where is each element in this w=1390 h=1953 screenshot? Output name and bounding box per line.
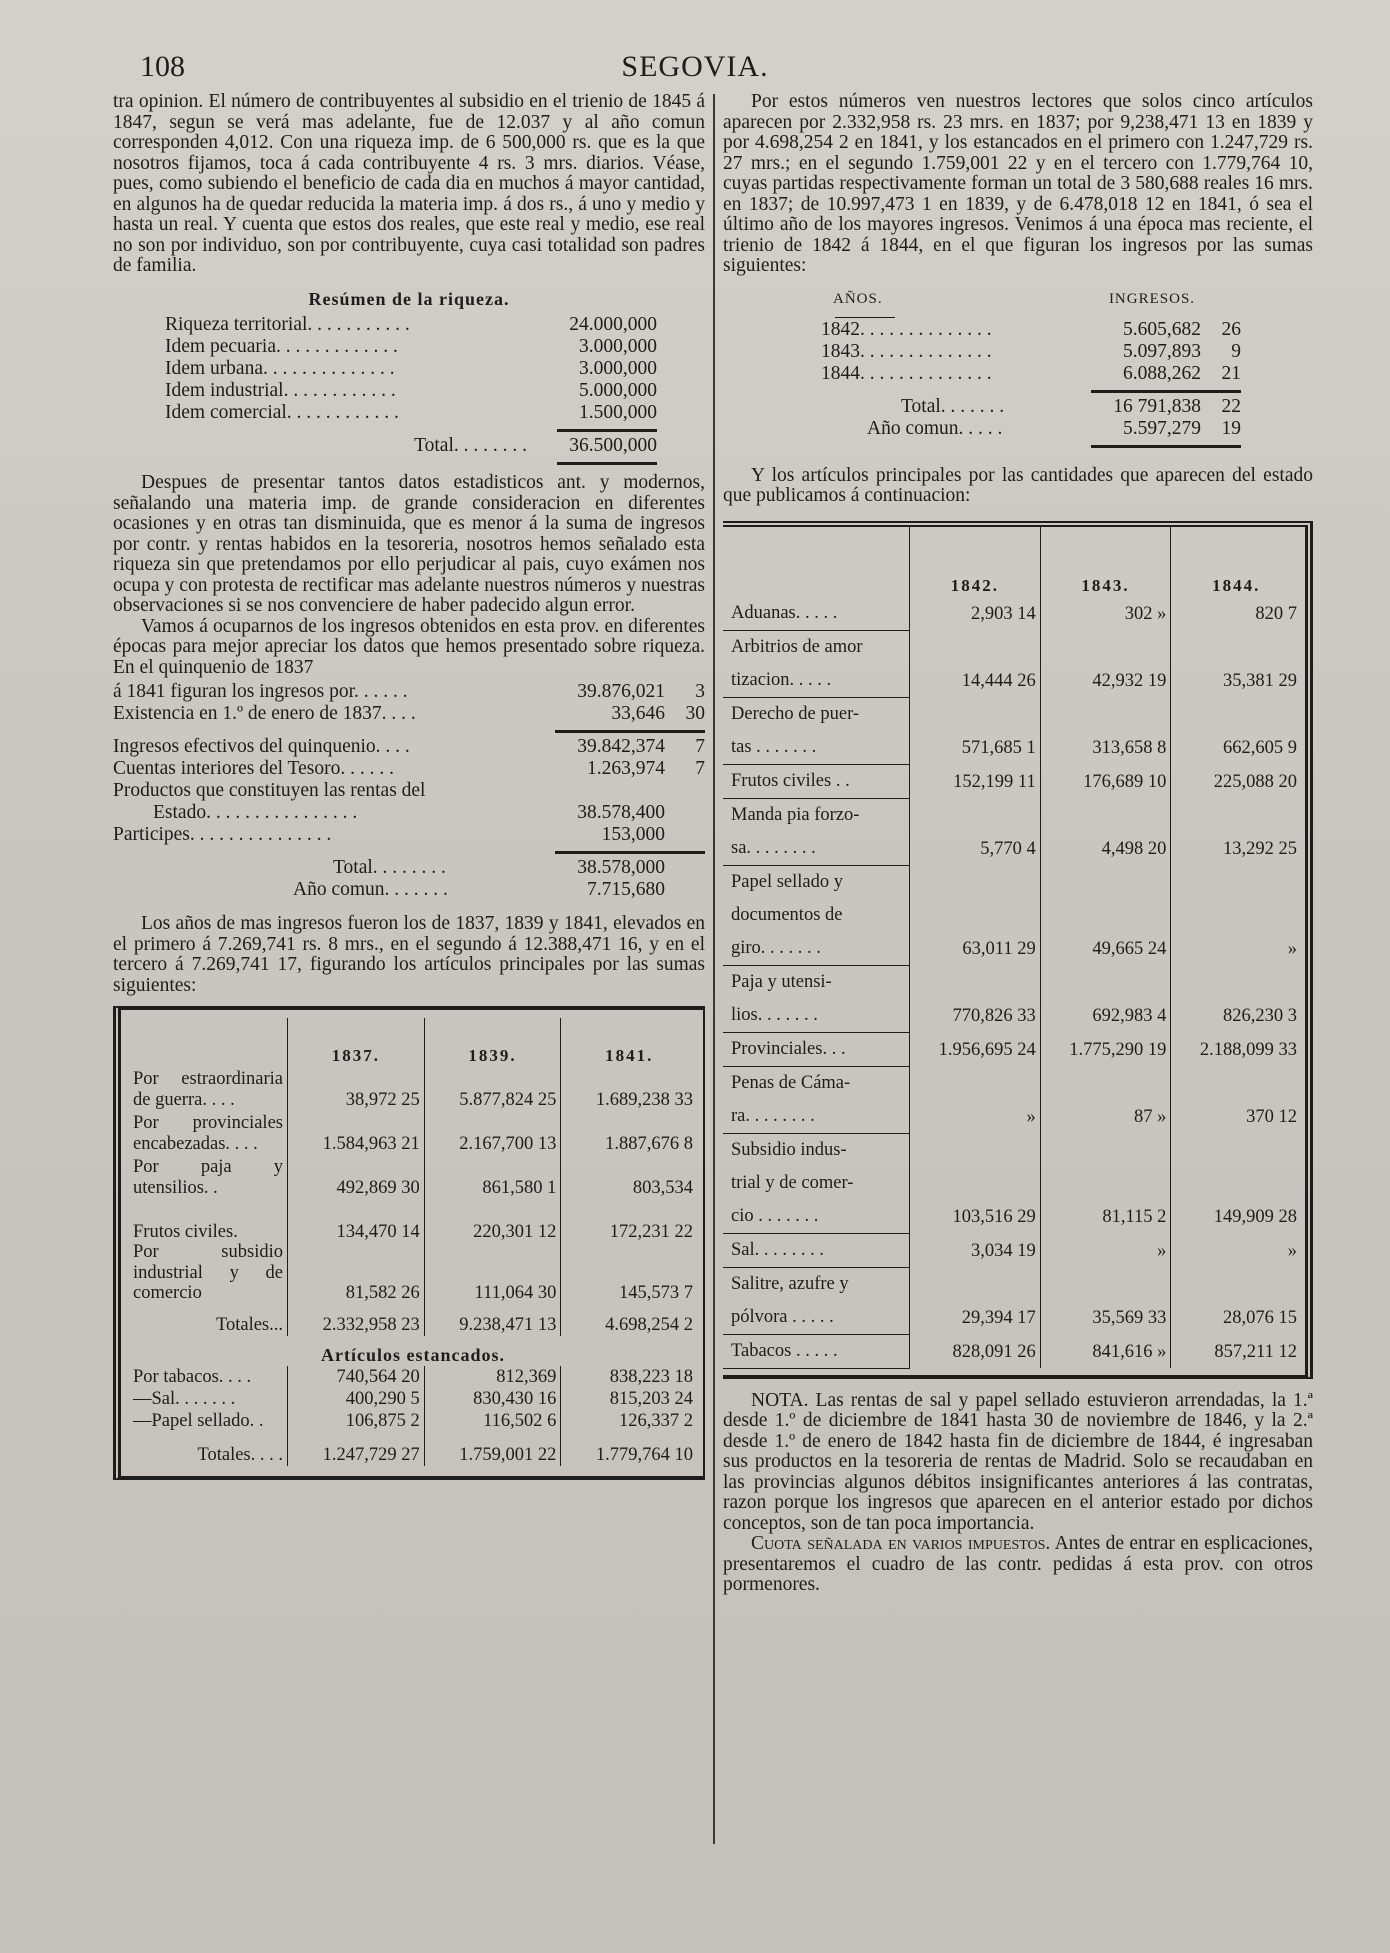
ledger-row: [165, 315, 657, 337]
cell-value: 2.167,700 13: [424, 1110, 561, 1154]
ledger-label: á 1841 figuran los ingresos por. . . . . .: [113, 682, 408, 702]
ledger-value: 6.088,262: [1123, 362, 1201, 384]
ledger-total-row: [165, 436, 657, 458]
ledger-mrs: 3: [695, 681, 705, 702]
cell-value: 176,689 10: [1040, 764, 1171, 798]
col-header: INGRESOS.: [1108, 290, 1196, 307]
row-label: [723, 1032, 910, 1066]
row-label: —Sal. . . . . . .: [133, 1389, 236, 1409]
row-label: [723, 1233, 910, 1267]
ledger-label: Total. . . . . . . .: [333, 858, 446, 878]
cell-value: 49,665 24: [1040, 865, 1171, 965]
running-title: SEGOVIA.: [621, 50, 769, 83]
table-row: [723, 597, 1301, 631]
ledger-row: [113, 825, 705, 847]
year-header: 1839.: [424, 1018, 561, 1066]
cell-value: 81,115 2: [1040, 1133, 1171, 1233]
paragraph: [723, 1534, 1313, 1596]
row-label-line: Tabacos . . . . .: [731, 1340, 838, 1361]
paragraph: Vamos á ocuparnos de los ingresos obtenidos en esta prov. en diferentes épocas para mejor apreciar los datos que hemos presentado sobre riqueza. En el quinquenio de 1837: [113, 615, 705, 678]
ledger-value: 5.000,000: [579, 380, 657, 401]
section-heading: Resúmen de la riqueza.: [308, 288, 510, 309]
row-label: [723, 865, 910, 965]
cell-value: 225,088 20: [1171, 764, 1301, 798]
ledger-mrs: 7: [695, 758, 705, 779]
cell-value: 106,875 2: [288, 1410, 425, 1432]
row-label: [723, 697, 910, 764]
table-row: [723, 1133, 1301, 1233]
paragraph: Por estos números ven nuestros lectores que solos cinco artículos aparecen por 2.332,958 rs. 23 mrs. en 1837; por 9,238,471 13 en 1839 y por 4.698,254 2 en 1841, y los estancados en el primero con 1.247,729 rs. 27 mrs.; en el segundo 1.759,001 22 y en el tercero con 1.779,764 10, cuyas partidas respectivamente forman un total de 3 580,688 reales 16 mrs. en 1837; de 10.997,473 1 en 1839, y de 6.478,018 12 en 1841, ó sea el último año de los mayores ingresos. Venimos á una época mas reciente, el trienio de 1842 á 1844, en el que figuran los ingresos por las sumas siguientes:: [723, 91, 1313, 276]
row-label: —Papel sellado. .: [133, 1411, 264, 1431]
cell-value: 152,199 11: [910, 764, 1041, 798]
table-row: [129, 1366, 697, 1388]
row-label: Por estraordinaria de guerra. . . .: [133, 1069, 283, 1110]
row-label: [723, 798, 910, 865]
ledger-label: Idem pecuaria. . . . . . . . . . . . .: [165, 337, 398, 357]
table-row: [723, 1066, 1301, 1133]
ledger-value: 39.842,374: [577, 736, 665, 757]
cell-value: 828,091 26: [910, 1334, 1041, 1368]
ledger-value: 3.000,000: [579, 336, 657, 357]
row-label-line: Frutos civiles . .: [731, 770, 850, 791]
ledger-label: Ingresos efectivos del quinquenio. . . .: [113, 737, 410, 757]
rule: [557, 462, 657, 465]
ledger-value: 33,646: [611, 703, 665, 724]
ledger-value: 153,000: [601, 824, 665, 845]
row-label-line: Paja y utensi-: [731, 971, 832, 992]
table-totals-row: Totales... 2.332,958 23 9.238,471 13 4.698,254 2: [129, 1304, 697, 1336]
row-label: [723, 1334, 910, 1368]
row-label: [723, 965, 910, 1032]
table-1842-1844: [723, 521, 1313, 1379]
ledger-value: 38.578,000: [577, 857, 665, 878]
ledger-row: [113, 781, 705, 803]
cell-value: 13,292 25: [1171, 798, 1301, 865]
cell-value: 692,983 4: [1040, 965, 1171, 1032]
data-table: [129, 1018, 697, 1466]
cell-value: 662,605 9: [1171, 697, 1301, 764]
row-label-line: giro. . . . . . .: [731, 937, 821, 958]
cell-value: 87 »: [1040, 1066, 1171, 1133]
rule: [557, 429, 657, 432]
paragraph: Despues de presentar tantos datos estadisticos ant. y modernos, señalando una materia imp. de grande consideracion en diferentes ocasiones y en otras tan disminuida, que es menor á la suma de ingresos por contr. y rentas habidos en la tesoreria, nosotros hemos señalado esta riqueza sin que pretendamos por ello perjudicar al pais, cuyo exámen nos ocupa y con protesta de rectificar mas adelante nuestros números y nuestras observaciones si se nos convenciere de haber padecido algun error.: [113, 472, 705, 616]
table-row: [129, 1388, 697, 1410]
table-row: [723, 1233, 1301, 1267]
cell-value: 1.584,963 21: [288, 1110, 425, 1154]
year-header: 1842.: [910, 527, 1041, 597]
cell-value: 740,564 20: [288, 1366, 425, 1388]
cell-value: 2.188,099 33: [1171, 1032, 1301, 1066]
cell-value: 29,394 17: [910, 1267, 1041, 1334]
row-label: [723, 597, 910, 631]
ledger-value: 24.000,000: [569, 314, 657, 335]
ledger-label: Idem comercial. . . . . . . . . . . .: [165, 403, 399, 423]
cell-value: 172,231 22: [561, 1198, 697, 1242]
cell-value: 103,516 29: [910, 1133, 1041, 1233]
ledger-mrs: 21: [1221, 362, 1241, 384]
table-row: [129, 1410, 697, 1432]
row-label: Por tabacos. . . .: [133, 1367, 252, 1387]
cell-value: 1.887,676 8: [561, 1110, 697, 1154]
cell-value: 400,290 5: [288, 1388, 425, 1410]
data-table: [723, 527, 1301, 1369]
table-row: [723, 798, 1301, 865]
row-label-line: Arbitrios de amor: [731, 636, 863, 657]
row-label-line: Subsidio indus-: [731, 1139, 847, 1160]
ledger-value: 3.000,000: [579, 358, 657, 379]
cell-value: 81,582 26: [288, 1242, 425, 1304]
cell-value: 1.775,290 19: [1040, 1032, 1171, 1066]
ledger-label: Existencia en 1.º de enero de 1837. . . .: [113, 704, 416, 724]
cell-value: 571,685 1: [910, 697, 1041, 764]
cell-value: 116,502 6: [424, 1410, 561, 1432]
cell-value: 770,826 33: [910, 965, 1041, 1032]
table-row: [723, 965, 1301, 1032]
ledger-label: Productos que constituyen las rentas del: [113, 781, 426, 801]
cell-value: 5,770 4: [910, 798, 1041, 865]
year-header: 1844.: [1171, 527, 1301, 597]
ledger-value: 36.500,000: [569, 435, 657, 456]
ledger-label: Idem industrial. . . . . . . . . . . .: [165, 381, 396, 401]
row-label-line: Papel sellado y: [731, 871, 844, 892]
cell-value: 830,430 16: [424, 1388, 561, 1410]
cell-value: 111,064 30: [424, 1242, 561, 1304]
row-label-line: Penas de Cáma-: [731, 1072, 851, 1093]
cell-value: 4,498 20: [1040, 798, 1171, 865]
cell-value: 820 7: [1171, 597, 1301, 631]
row-label-line: lios. . . . . . .: [731, 1004, 818, 1025]
cell-value: 313,658 8: [1040, 697, 1171, 764]
riqueza-ledger: [113, 315, 705, 465]
cell-value: 126,337 2: [561, 1410, 697, 1432]
row-label: Por subsidio industrial y de comercio: [133, 1242, 283, 1303]
column-divider: [713, 94, 715, 1844]
ledger-row: [113, 759, 705, 781]
row-label: Por provinciales encabezadas. . . .: [133, 1113, 283, 1154]
row-label: Totales. . . .: [197, 1445, 283, 1465]
table-row: [723, 764, 1301, 798]
ledger-mrs: 7: [695, 736, 705, 757]
year-header: 1837.: [288, 1018, 425, 1066]
ledger-value: 1.263,974: [587, 758, 665, 779]
page-header: [0, 50, 1390, 90]
row-label: [723, 764, 910, 798]
paragraph: Los años de mas ingresos fueron los de 1837, 1839 y 1841, elevados en el primero á 7.269,741 rs. 8 mrs., en el segundo á 12.388,471 16, y en el tercero á 7.269,741 17, figurando los artículos principales por las sumas siguientes:: [113, 913, 705, 996]
table-1837-1841: [113, 1006, 705, 1480]
ledger-row: [821, 364, 1241, 386]
row-label-line: pólvora . . . . .: [731, 1306, 834, 1327]
cell-value: »: [1040, 1233, 1171, 1267]
cell-value: 149,909 28: [1171, 1133, 1301, 1233]
cell-value: 370 12: [1171, 1066, 1301, 1133]
rule: [555, 851, 705, 854]
row-label: Totales...: [215, 1315, 283, 1335]
year-header: 1841.: [561, 1018, 697, 1066]
row-label: Frutos civiles.: [133, 1221, 238, 1242]
cell-value: »: [910, 1066, 1041, 1133]
cell-value: 134,470 14: [288, 1198, 425, 1242]
cell-value: 302 »: [1040, 597, 1171, 631]
row-label-line: Provinciales. . .: [731, 1038, 846, 1059]
nota: NOTA. Las rentas de sal y papel sellado estuvieron arrendadas, la 1.ª desde 1.º de diciembre de 1841 hasta 30 de noviembre de 1846, y la 2.ª desde 1.º de enero de 1842 hasta fin de diciembre de 1844, é ingresaban sus productos en la tesoreria de rentas de Madrid. Solo se recaudaban en las provincias algunos débitos insignificantes anteriores á las contratas, razon porque los ingresos que aparecen en el anterior estado por dichos conceptos, son de tan poca importancia.: [723, 1389, 1313, 1534]
cell-value: 812,369: [424, 1366, 561, 1388]
ledger-row: [165, 359, 657, 381]
row-label: [723, 1066, 910, 1133]
cell-value: 826,230 3: [1171, 965, 1301, 1032]
cuota-text: Antes de entrar en esplicaciones, presentaremos el cuadro de las contr. pedidas á esta prov. con otros pormenores.: [723, 1533, 1313, 1595]
cell-value: »: [1171, 1233, 1301, 1267]
table-row: [723, 1334, 1301, 1368]
row-label-line: cio . . . . . . .: [731, 1205, 819, 1226]
table-row: [129, 1154, 697, 1198]
table-row: [129, 1198, 697, 1242]
row-label-line: Aduanas. . . . .: [731, 602, 838, 623]
ledger-label: 1843. . . . . . . . . . . . . .: [821, 341, 992, 362]
ledger-label: Total. . . . . . . .: [414, 436, 527, 456]
cell-value: 3,034 19: [910, 1233, 1041, 1267]
ledger-mrs: 9: [1231, 340, 1241, 362]
cell-value: 35,569 33: [1040, 1267, 1171, 1334]
ledger-row: [165, 381, 657, 403]
cell-value: 14,444 26: [910, 630, 1041, 697]
row-label: [723, 1267, 910, 1334]
rule: [555, 730, 705, 733]
row-label: [723, 1133, 910, 1233]
row-label-line: documentos de: [731, 904, 843, 925]
sub-heading: Artículos estancados.: [321, 1345, 505, 1365]
table-totals-row: Totales. . . . 1.247,729 27 1.759,001 22 1.779,764 10: [129, 1432, 697, 1466]
ledger-total-row: [113, 858, 705, 880]
ledger-row: [165, 403, 657, 425]
paragraph: Y los artículos principales por las cantidades que aparecen del estado que publicamos á continuacion:: [723, 464, 1313, 506]
cell-value: 5.877,824 25: [424, 1066, 561, 1110]
cell-value: 2,903 14: [910, 597, 1041, 631]
table-row: [723, 865, 1301, 965]
paragraph: tra opinion. El número de contribuyentes al subsidio en el trienio de 1845 á 1847, segun se verá mas adelante, fue de 12.037 y al año comun corresponden 4,012. Con una riqueza imp. de 6 500,000 rs. que es la que nosotros fijamos, toca á cada contribuyente 4 rs. 3 mrs. diarios. Véase, pues, como subiendo el beneficio de cada dia en muchos á mayor cantidad, en algunos ha de quedar reducida la materia imp. á dos rs., á uno y medio y hasta un real. Y cuenta que estos dos reales, que este real y medio, ese real no son por individuo, son por contribuyente, cuya casi totalidad son padres de familia.: [113, 91, 705, 276]
ledger-mrs: 26: [1221, 318, 1241, 340]
cell-value: 38,972 25: [288, 1066, 425, 1110]
ledger-label: 1844. . . . . . . . . . . . . .: [821, 363, 992, 384]
ledger-mrs: 30: [685, 703, 705, 724]
row-label-line: Sal. . . . . . . .: [731, 1239, 825, 1260]
cell-value: 841,616 »: [1040, 1334, 1171, 1368]
small-comun-row: Año comun. . . . . 5.597,279 19: [867, 417, 1241, 439]
ledger-value: 1.500,000: [579, 402, 657, 423]
year-header: 1843.: [1040, 527, 1171, 597]
small-table-header: [821, 289, 1241, 315]
ledger-value: 5.097,893: [1123, 340, 1201, 362]
left-column: [113, 92, 705, 1480]
row-label-line: sa. . . . . . . .: [731, 837, 816, 858]
ledger-label: Riqueza territorial. . . . . . . . . . .: [165, 315, 410, 335]
row-label-line: trial y de comer-: [731, 1172, 854, 1193]
ledger-value: 5.605,682: [1123, 318, 1201, 340]
row-label-line: tas . . . . . . .: [731, 736, 817, 757]
cell-value: 35,381 29: [1171, 630, 1301, 697]
ledger-label: Estado. . . . . . . . . . . . . . . .: [153, 803, 358, 823]
row-label-line: ra. . . . . . . .: [731, 1105, 815, 1126]
cuota-heading: Cuota señalada en varios impuestos.: [751, 1533, 1051, 1554]
ledger-row: [165, 337, 657, 359]
row-label-line: tizacion. . . . .: [731, 669, 832, 690]
ledger-value: 7.715,680: [587, 879, 665, 900]
cell-value: »: [1171, 865, 1301, 965]
table-row: [723, 630, 1301, 697]
row-label: [723, 630, 910, 697]
ledger-value: 39.876,021: [577, 681, 665, 702]
table-row: [129, 1242, 697, 1304]
ledger-row: [113, 803, 705, 825]
ledger-row: [821, 320, 1241, 342]
ledger-row: [821, 342, 1241, 364]
ledger-comun-row: [113, 880, 705, 902]
cell-value: 63,011 29: [910, 865, 1041, 965]
ingresos-ledger: [113, 682, 705, 902]
row-label: Por paja y utensilios. .: [133, 1157, 283, 1198]
ledger-row: [113, 704, 705, 726]
cell-value: 857,211 12: [1171, 1334, 1301, 1368]
cell-value: 220,301 12: [424, 1198, 561, 1242]
table-row: [723, 1032, 1301, 1066]
cell-value: 1.956,695 24: [910, 1032, 1041, 1066]
page-number: 108: [140, 50, 185, 83]
ledger-row: [113, 682, 705, 704]
cell-value: 803,534: [561, 1154, 697, 1198]
ledger-label: Participes. . . . . . . . . . . . . . .: [113, 825, 332, 845]
cell-value: 145,573 7: [561, 1242, 697, 1304]
cell-value: 861,580 1: [424, 1154, 561, 1198]
cell-value: 492,869 30: [288, 1154, 425, 1198]
small-total-row: Total. . . . . . . 16 791,838 22: [901, 395, 1241, 417]
cell-value: 28,076 15: [1171, 1267, 1301, 1334]
row-label-line: Manda pia forzo-: [731, 804, 860, 825]
ledger-row: [113, 737, 705, 759]
ledger-value: 38.578,400: [577, 802, 665, 823]
table-row: [723, 1267, 1301, 1334]
table-row: [129, 1110, 697, 1154]
row-label-line: Salitre, azufre y: [731, 1273, 849, 1294]
table-row: [723, 697, 1301, 764]
right-column: [723, 92, 1313, 1596]
ingresos-trienio-table: [821, 289, 1241, 448]
table-row: [129, 1066, 697, 1110]
row-label-line: Derecho de puer-: [731, 703, 860, 724]
col-header: AÑOS.: [833, 290, 883, 307]
cell-value: 815,203 24: [561, 1388, 697, 1410]
cell-value: 42,932 19: [1040, 630, 1171, 697]
ledger-label: Cuentas interiores del Tesoro. . . . . .: [113, 759, 394, 779]
cell-value: 838,223 18: [561, 1366, 697, 1388]
ledger-label: Año comun. . . . . . .: [293, 880, 448, 900]
ledger-label: 1842. . . . . . . . . . . . . .: [821, 319, 992, 340]
cell-value: 1.689,238 33: [561, 1066, 697, 1110]
ledger-label: Idem urbana. . . . . . . . . . . . . .: [165, 359, 395, 379]
